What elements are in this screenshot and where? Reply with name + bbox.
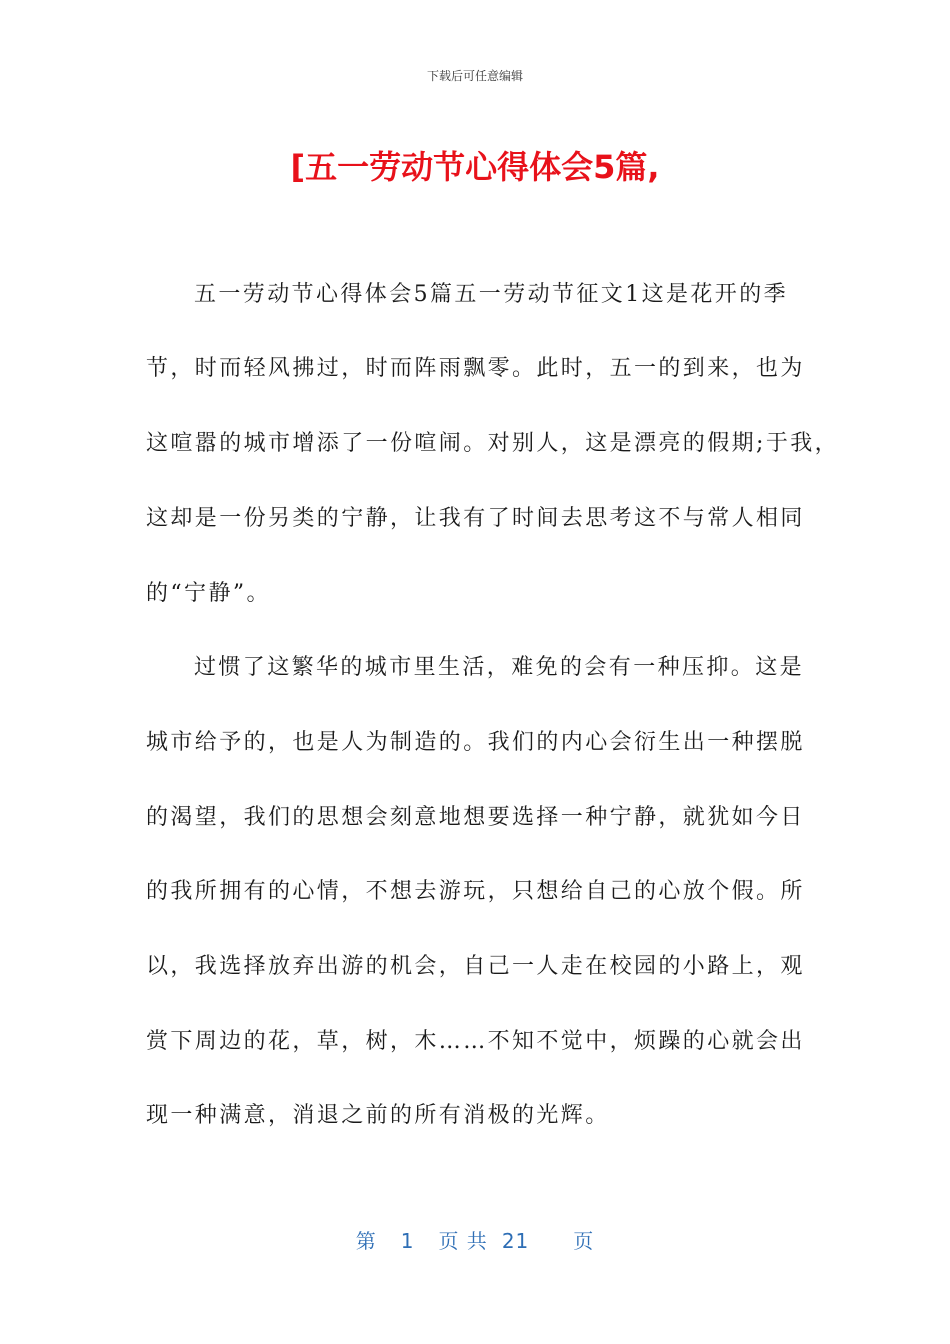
- paragraph-2-line-1: 过惯了这繁华的城市里生活，难免的会有一种压抑。这是: [194, 655, 805, 680]
- footer-middle: 页 共: [438, 1229, 488, 1253]
- document-title: [五一劳动节心得体会5篇,: [290, 148, 660, 186]
- paragraph-2-line-2: 城市给予的，也是人为制造的。我们的内心会衍生出一种摆脱: [146, 730, 805, 755]
- paragraph-2-line-6: 赏下周边的花，草，树，木……不知不觉中，烦躁的心就会出: [146, 1029, 805, 1054]
- paragraph-1-line-4: 这却是一份另类的宁静，让我有了时间去思考这不与常人相同: [146, 506, 805, 531]
- paragraph-2-line-3: 的渴望，我们的思想会刻意地想要选择一种宁静，就犹如今日: [146, 805, 805, 830]
- paragraph-1-line-3: 这喧嚣的城市增添了一份喧闹。对别人，这是漂亮的假期;于我，: [146, 431, 840, 456]
- paragraph-1-line-5: 的“宁静”。: [146, 581, 271, 606]
- page-footer: [0, 1225, 950, 1254]
- paragraph-2-line-4: 的我所拥有的心情，不想去游玩，只想给自己的心放个假。所: [146, 879, 805, 904]
- paragraph-1-line-1: 五一劳动节心得体会5篇五一劳动节征文1这是花开的季: [194, 282, 788, 307]
- footer-prefix: 第: [355, 1229, 377, 1253]
- current-page-number: 1: [400, 1229, 415, 1253]
- paragraph-1-line-2: 节，时而轻风拂过，时而阵雨飘零。此时，五一的到来，也为: [146, 356, 805, 381]
- paragraph-2-line-5: 以，我选择放弃出游的机会，自己一人走在校园的小路上，观: [146, 954, 805, 979]
- footer-suffix: 页: [573, 1229, 595, 1253]
- header-note: 下载后可任意编辑: [426, 69, 523, 83]
- total-pages-number: 21: [501, 1229, 530, 1253]
- paragraph-2-line-7: 现一种满意，消退之前的所有消极的光辉。: [146, 1103, 610, 1128]
